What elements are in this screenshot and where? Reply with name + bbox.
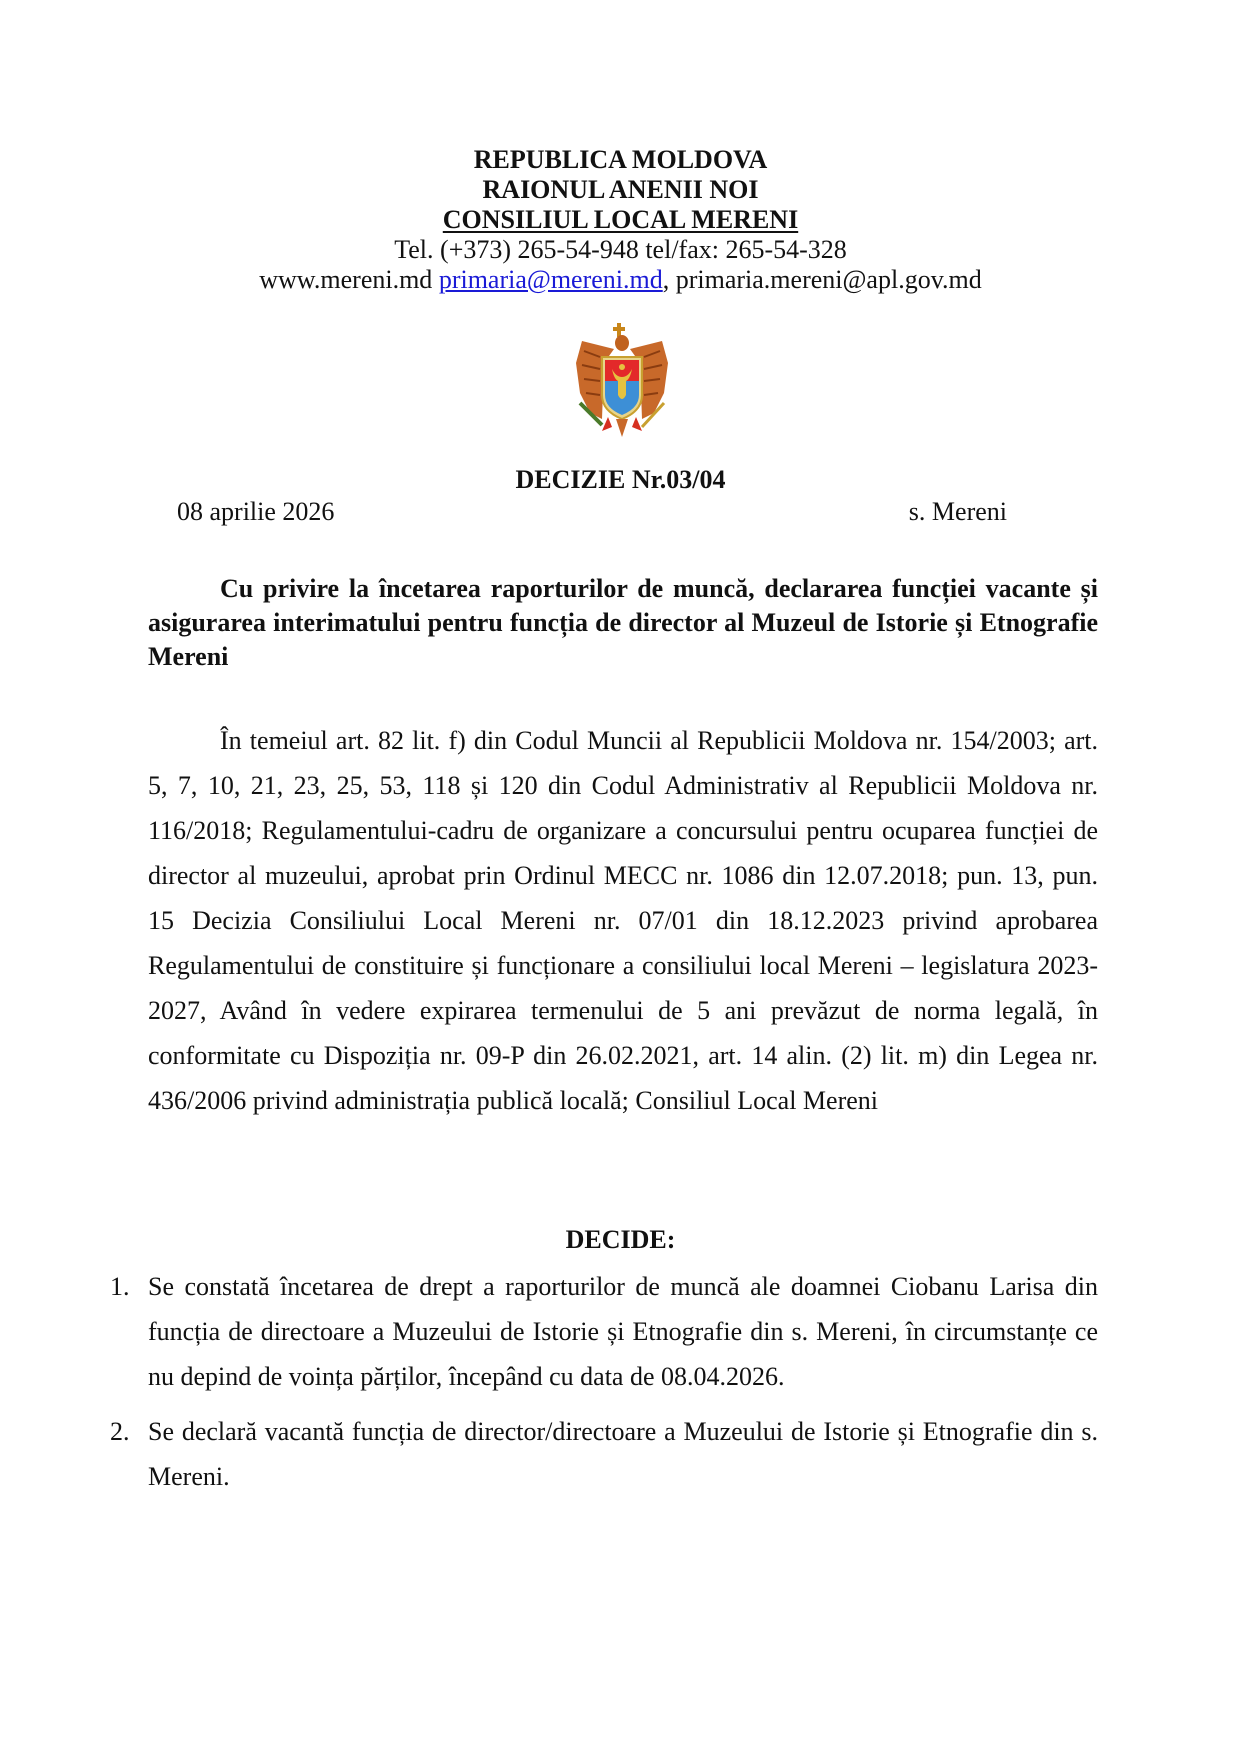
decide-heading: DECIDE: — [565, 1225, 676, 1254]
item-number: 2. — [110, 1417, 130, 1446]
separator: , — [662, 265, 676, 294]
decision-title: DECIZIE Nr.03/04 — [515, 465, 726, 494]
decision-place: s. Mereni — [908, 497, 1007, 526]
decision-items — [110, 1264, 1098, 1509]
phone-line: Tel. (+373) 265-54-948 tel/fax: 265-54-328 — [394, 235, 847, 264]
country-name: REPUBLICA MOLDOVA — [473, 145, 768, 174]
decision-item — [110, 1264, 1098, 1399]
council-name: CONSILIUL LOCAL MERENI — [442, 205, 799, 234]
item-number: 1. — [110, 1272, 130, 1301]
district-name: RAIONUL ANENII NOI — [482, 175, 759, 204]
moldova-coat-of-arms-icon — [572, 323, 672, 439]
item-text: Se constată încetarea de drept a raporturilor de muncă ale doamnei Ciobanu Larisa din funcția de directoare a Muzeului de Istorie și Etnografie din s. Mereni, în circumstanțe ce nu depind de voința părților, începând cu data de 08.04.2026. — [148, 1272, 1098, 1391]
secondary-email-text: primaria.mereni@apl.gov.md — [675, 265, 982, 294]
letterhead — [0, 145, 1241, 295]
website-text: www.mereni.md — [259, 265, 433, 294]
decision-subject: Cu privire la încetarea raporturilor de muncă, declararea funcției vacante și asigurarea interimatului pentru funcția de director al Muzeul de Istorie și Etnografie Mereni — [148, 574, 1098, 671]
decision-item — [110, 1409, 1098, 1499]
contact-line — [0, 265, 1241, 295]
item-text: Se declară vacantă funcția de director/directoare a Muzeului de Istorie și Etnografie din s. Mereni. — [148, 1417, 1098, 1491]
decision-date: 08 aprilie 2026 — [177, 497, 335, 526]
date-place-row — [177, 497, 1007, 527]
email-link[interactable]: primaria@mereni.md — [438, 265, 663, 294]
legal-preamble: În temeiul art. 82 lit. f) din Codul Muncii al Republicii Moldova nr. 154/2003; art. 5, 7, 10, 21, 23, 25, 53, 118 și 120 din Codul Administrativ al Republicii Moldova nr. 116/2018; Regulamentului-cadru de organizare a concursului pentru ocuparea funcției de director al muzeului, aprobat prin Ordinul MECC nr. 1086 din 12.07.2018; pun. 13, pun. 15 Decizia Consiliului Local Mereni nr. 07/01 din 18.12.2023 privind aprobarea Regulamentului de constituire și funcționare a consiliului local Mereni – legislatura 2023-2027, Având în vedere expirarea termenului de 5 ani prevăzut de norma legală, în conformitate cu Dispoziția nr. 09-P din 26.02.2021, art. 14 alin. (2) lit. m) din Legea nr. 436/2006 privind administrația publică locală; Consiliul Local Mereni — [148, 726, 1098, 1115]
